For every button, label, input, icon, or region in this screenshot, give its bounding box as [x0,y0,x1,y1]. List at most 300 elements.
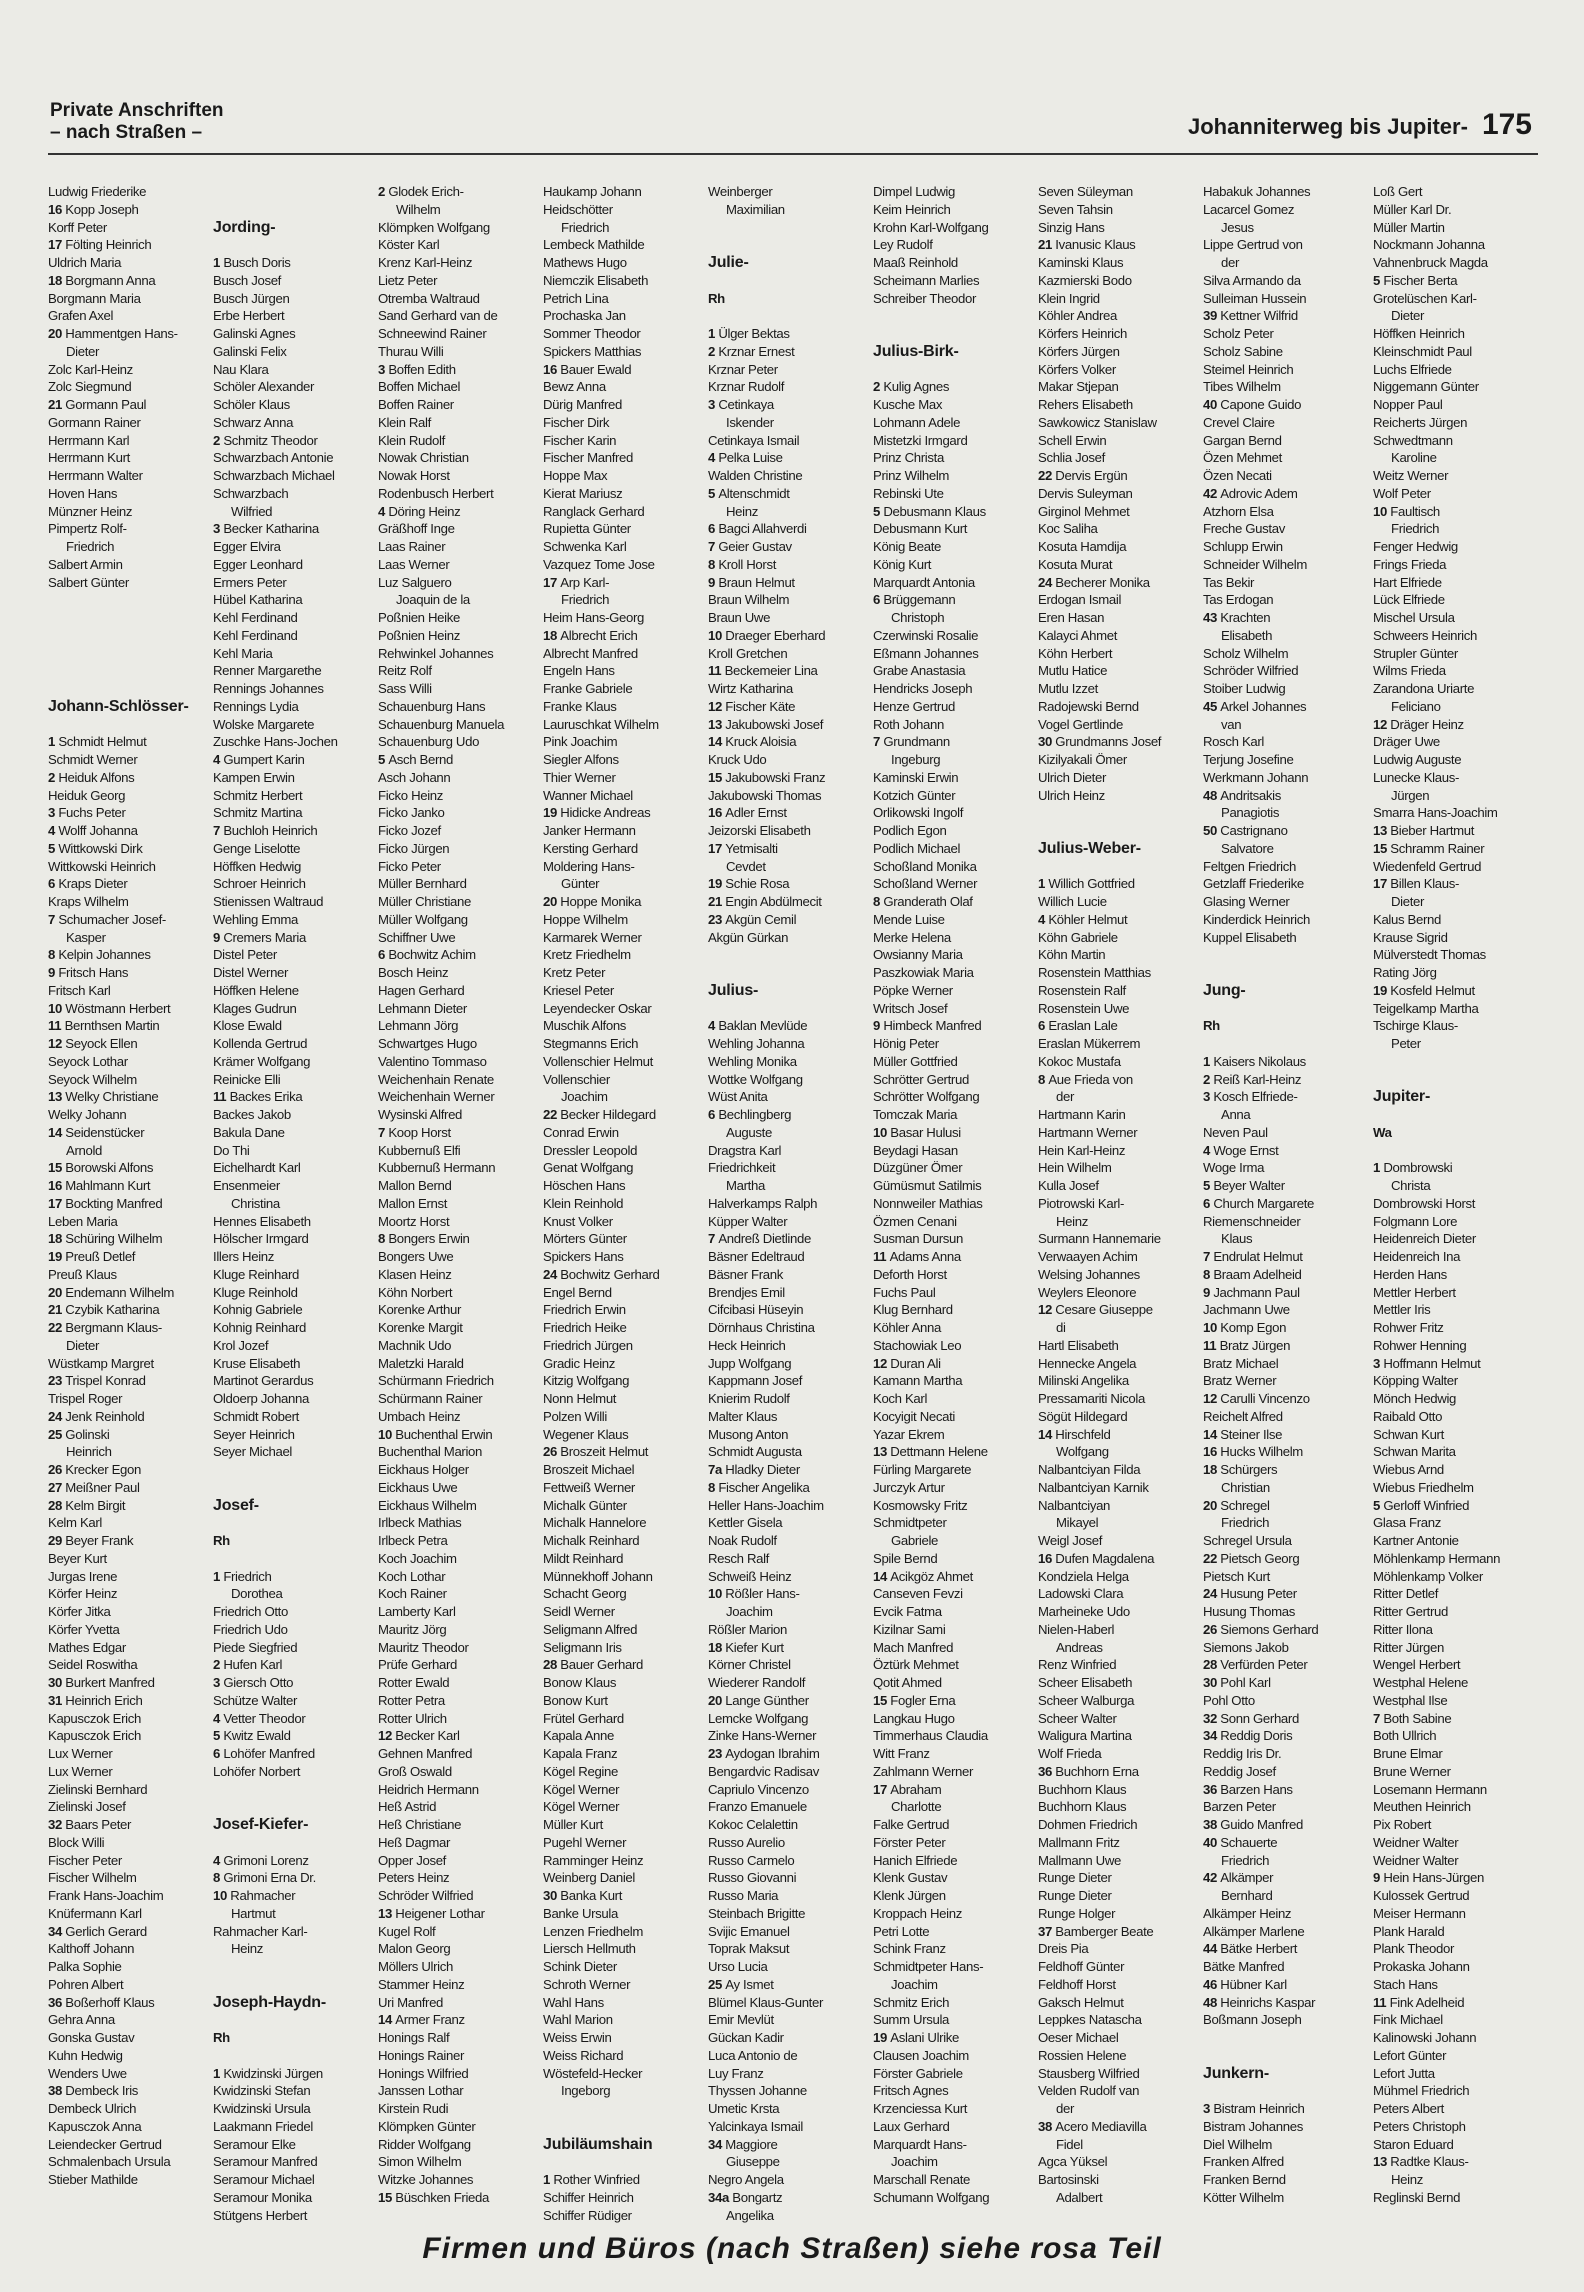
directory-entry: Debusmann Kurt [873,521,968,537]
directory-entry: Peters Heinz [378,1870,450,1886]
blank-line [48,645,210,663]
resident-name: Wittkowski Dirk [58,840,143,856]
resident-name: Dettmann Helene [890,1444,988,1460]
directory-entry: Pietsch Kurt [1203,1568,1270,1584]
directory-entry: Dervis Suleyman [1038,485,1133,501]
directory-entry [1203,1994,1365,2012]
blank-line [1203,2047,1365,2065]
directory-entry [213,1727,375,1745]
directory-entry: Nonn Helmut [543,1391,617,1406]
directory-entry: Susman Dursun [873,1231,964,1247]
directory-entry: Heidschötter [543,201,613,217]
directory-entry: Brune Werner [1373,1763,1451,1779]
resident-name: Fuchs Peter [58,805,126,821]
resident-name: Trispel Konrad [65,1373,146,1389]
entry-continuation: Arnold [66,1142,103,1158]
house-number: 20 [48,1284,66,1300]
directory-entry [1203,1727,1365,1745]
house-number: 22 [1038,468,1056,483]
house-number: 8 [378,1231,389,1247]
directory-entry [48,1674,210,1692]
directory-entry: Mallon Ernst [378,1195,448,1211]
entry-continuation: Anna [1221,1107,1251,1122]
directory-entry: Bakula Dane [213,1124,285,1140]
house-number: 28 [48,1497,66,1513]
house-number: 14 [378,2012,396,2028]
resident-name: Kosfeld Helmut [1390,982,1475,998]
directory-entry: Fuchs Paul [873,1284,936,1300]
directory-entry: Heiduk Georg [48,787,126,803]
house-number: 7 [708,539,719,554]
page-number: 175 [1481,108,1532,141]
directory-entry: Clausen Joachim [873,2047,969,2063]
directory-entry: Knierim Rudolf [708,1391,790,1406]
resident-name: Kruck Aloisia [725,734,797,750]
entry-continuation: Friedrich [1391,521,1440,537]
directory-entry: Lohmann Adele [873,414,961,430]
directory-entry: Gückan Kadir [708,2030,784,2045]
entry-continuation: Joachim [726,1604,773,1619]
directory-entry: Hartl Elisabeth [1038,1337,1119,1353]
directory-entry: Seven Süleyman [1038,184,1133,199]
directory-entry: Schmalenbach Ursula [48,2154,171,2170]
resident-name: Fritsch Hans [58,965,129,980]
directory-entry [1203,1940,1365,1958]
house-number: 16 [708,805,726,821]
resident-name: Basar Hulusi [890,1124,961,1140]
resident-name: Borowski Alfons [65,1160,154,1176]
directory-entry: Kubbernuß Hermann [378,1160,496,1176]
resident-name: Schüring Wilhelm [65,1231,163,1247]
directory-entry [543,1266,705,1284]
directory-entry: Kwidzinski Stefan [213,2083,311,2099]
directory-entry: Gehnen Manfred [378,1746,473,1761]
directory-entry: Girginol Mehmet [1038,503,1130,519]
directory-entry: Friedrich Jürgen [543,1337,633,1353]
directory-entry: Spickers Matthias [543,343,642,359]
directory-entry: Jachmann Uwe [1203,1302,1290,1318]
directory-entry: Owsianny Maria [873,947,963,963]
directory-entry: Eren Hasan [1038,610,1105,625]
directory-entry [48,964,210,982]
directory-entry: Lamberty Karl [378,1604,456,1619]
directory-entry [708,325,870,343]
resident-name: Akgün Cemil [725,911,797,927]
directory-entry: Förster Peter [873,1834,946,1850]
directory-entry: Habakuk Johannes [1203,184,1311,199]
house-number: 34a [708,2189,733,2205]
directory-entry: Neven Paul [1203,1124,1268,1140]
resident-name: Cesare Giuseppe [1055,1302,1153,1318]
house-number: 18 [48,1231,66,1247]
directory-entry: Engeln Hans [543,663,615,679]
directory-entry: Hartmann Karin [1038,1107,1126,1122]
directory-entry: Bratz Werner [1203,1373,1277,1389]
directory-entry: Sinzig Hans [1038,219,1105,235]
directory-entry: Ludwig Auguste [1373,752,1462,767]
column-5 [708,183,870,2223]
directory-entry [1203,1674,1365,1692]
directory-entry: Düzgüner Ömer [873,1160,963,1176]
directory-entry: Körfer Heinz [48,1586,118,1602]
directory-entry: Müller Kurt [543,1817,603,1832]
column-2 [213,183,375,2223]
directory-entry: Braun Uwe [708,610,771,625]
directory-entry: Mutlu Izzet [1038,681,1098,696]
directory-entry: Leiendecker Gertrud [48,2136,162,2152]
directory-entry: Grabe Anastasia [873,663,966,679]
directory-entry: Uri Manfred [378,1994,444,2010]
directory-entry: Kretz Friedhelm [543,947,631,963]
directory-entry: Dembeck Ulrich [48,2101,137,2116]
directory-entry [1373,840,1535,858]
directory-entry: Rehers Elisabeth [1038,397,1133,412]
directory-entry: Hendricks Joseph [873,681,973,696]
entry-continuation: Maximilian [726,201,785,217]
directory-entry [48,1479,210,1497]
directory-entry [708,733,870,751]
resident-name: Kopp Joseph [65,201,139,217]
directory-entry: Mathes Edgar [48,1639,126,1655]
resident-name: Bergmann Klaus- [65,1320,162,1335]
directory-entry: Honings Wilfried [378,2065,469,2081]
directory-entry: Ritter Gertrud [1373,1604,1448,1619]
directory-entry: Blümel Klaus-Gunter [708,1994,824,2010]
directory-entry [1203,1497,1365,1515]
directory-entry: Rotter Ulrich [378,1710,447,1726]
directory-entry: Stoiber Ludwig [1203,681,1286,696]
directory-entry: Klenk Jürgen [873,1888,946,1903]
directory-entry: Weitz Werner [1373,468,1449,483]
house-number: 42 [1203,1870,1221,1886]
resident-name: Fischer Käte [725,698,796,714]
directory-entry: Ficko Peter [378,858,441,874]
directory-entry: Kroppach Heinz [873,1905,962,1921]
directory-entry: Kapusczok Anna [48,2118,142,2134]
house-number: 1 [1038,876,1049,892]
resident-name: Beyer Frank [65,1533,134,1548]
directory-entry: Both Ullrich [1373,1728,1437,1744]
directory-entry: Wilms Frieda [1373,663,1446,679]
blank-line [708,946,870,964]
blank-line [708,307,870,325]
directory-entry: Schregel Ursula [1203,1533,1292,1548]
house-number: 32 [1203,1710,1221,1726]
directory-entry: Scheer Elisabeth [1038,1675,1133,1690]
resident-name: Bratz Jürgen [1219,1337,1291,1353]
directory-entry: Mauritz Jörg [378,1621,447,1637]
directory-entry: König Kurt [873,556,932,572]
directory-entry: Illers Heinz [213,1249,275,1264]
directory-entry: Vollenschier Helmut [543,1053,653,1069]
column-3 [378,183,540,2208]
directory-entry: Heidenreich Ina [1373,1249,1461,1264]
house-number: 4 [378,503,389,519]
directory-entry: Bonow Kurt [543,1692,608,1708]
street-heading: Jubiläumshain [543,2135,653,2153]
directory-entry: Laas Werner [378,556,450,572]
house-number: 28 [1203,1657,1221,1673]
directory-entry: Pöpke Werner [873,982,953,998]
directory-entry: Paszkowiak Maria [873,965,974,980]
house-number: 9 [1373,1870,1384,1886]
directory-entry: Müller Karl Dr. [1373,201,1452,217]
directory-entry: Glasing Werner [1203,894,1290,909]
directory-entry: Ritter Jürgen [1373,1639,1444,1655]
resident-name: Bernthsen Martin [64,1018,160,1034]
directory-entry: Writsch Josef [873,1000,948,1016]
resident-name: Guido Manfred [1220,1817,1303,1832]
resident-name: Aslani Ulrike [890,2030,960,2045]
resident-name: Schmitz Theodor [223,432,318,448]
directory-entry [1203,1443,1365,1461]
directory-entry [708,520,870,538]
directory-entry: Zolc Karl-Heinz [48,361,133,377]
directory-entry: Lemcke Wolfgang [708,1710,809,1726]
blank-line [213,236,375,254]
directory-entry: Riemenschneider [1203,1213,1301,1229]
resident-name: Vetter Theodor [223,1710,306,1726]
house-number: 24 [1203,1586,1221,1602]
directory-entry: Erbe Herbert [213,308,285,324]
directory-entry [48,396,210,414]
directory-entry: Seidl Werner [543,1604,615,1619]
directory-entry: Scholz Sabine [1203,343,1283,359]
blank-line [1038,858,1200,876]
directory-entry: Alkämper Marlene [1203,1923,1305,1939]
directory-entry: Tibes Wilhelm [1203,379,1281,395]
directory-entry: Scheer Walter [1038,1710,1117,1726]
resident-name: Grundmann [883,734,950,750]
directory-entry: Köpping Walter [1373,1373,1458,1389]
directory-entry: Roth Johann [873,716,944,732]
resident-name: Andritsakis [1220,787,1281,803]
directory-entry: Asch Johann [378,769,451,785]
blank-line [708,272,870,290]
directory-entry [708,1461,870,1479]
house-number: 19 [543,805,561,821]
house-number: 48 [1203,1994,1221,2010]
house-number: 18 [543,627,561,643]
house-number: 3 [48,805,59,821]
resident-name: Backes Erika [229,1089,303,1105]
directory-entry: Grotelüschen Karl- [1373,290,1477,306]
directory-entry: Evcik Fatma [873,1604,942,1619]
directory-entry [873,1781,1035,1799]
directory-entry: Kapala Anne [543,1728,614,1744]
resident-name: Lange Günther [725,1692,809,1708]
blank-line [1373,1142,1535,1160]
directory-entry: Seven Tahsin [1038,201,1113,217]
directory-entry [1203,822,1365,840]
resident-name: Church Margarete [1213,1195,1314,1211]
directory-entry: Freche Gustav [1203,521,1285,537]
directory-entry [48,201,210,219]
directory-entry: Getzlaff Friederike [1203,876,1304,892]
directory-entry: Buchenthal Marion [378,1444,483,1460]
directory-entry: Banke Ursula [543,1905,618,1921]
house-number: 29 [48,1533,66,1548]
directory-entry: Höschen Hans [543,1178,626,1193]
house-number: 12 [48,1036,66,1051]
directory-entry: Milinski Angelika [1038,1373,1129,1389]
directory-entry: Bratz Michael [1203,1355,1279,1371]
directory-entry: Ley Rudolf [873,237,933,253]
directory-entry [213,1869,375,1887]
entry-continuation: Dieter [66,343,100,359]
directory-entry [1203,1621,1365,1639]
directory-entry: Rebinski Ute [873,485,944,501]
directory-entry: Kosmowsky Fritz [873,1497,968,1513]
directory-entry: Haukamp Johann [543,184,642,199]
directory-entry: Nalbantciyan Karnik [1038,1479,1149,1495]
directory-entry: Schöler Klaus [213,397,290,412]
directory-entry [1373,875,1535,893]
house-number: 1 [48,734,59,750]
directory-entry: Rosch Karl [1203,734,1264,750]
directory-entry [708,343,870,361]
directory-entry: Weinberg Daniel [543,1870,636,1886]
house-number: 32 [48,1817,66,1832]
directory-entry: Kosuta Murat [1038,556,1113,572]
directory-entry: Mülverstedt Thomas [1373,947,1486,963]
directory-entry: Do Thi [213,1142,250,1158]
directory-entry [1203,1585,1365,1603]
house-number: 26 [1203,1621,1221,1637]
directory-entry: Seligmann Alfred [543,1621,638,1637]
blank-line [1373,1106,1535,1124]
directory-entry: Klein Rudolf [378,432,445,448]
directory-entry: Ulrich Dieter [1038,769,1106,785]
directory-entry: Husung Thomas [1203,1604,1295,1619]
directory-entry [873,591,1035,609]
directory-entry: Korff Peter [48,219,107,235]
blank-line [213,2011,375,2029]
directory-entry: Westphal Helene [1373,1675,1468,1690]
directory-entry: Seramour Monika [213,2189,312,2205]
directory-entry: Zielinski Josef [48,1799,126,1815]
directory-entry: Egger Elvira [213,539,281,554]
directory-entry: Maletzki Harald [378,1355,464,1371]
directory-entry: Eßmann Johannes [873,645,979,661]
directory-entry [873,1017,1035,1035]
directory-entry: Waligura Martina [1038,1728,1132,1744]
directory-entry: Tas Erdogan [1203,592,1274,608]
directory-entry [213,254,375,272]
blank-line [1203,1000,1365,1018]
directory-entry: Schumann Wolfgang [873,2189,990,2205]
directory-entry: Plank Harald [1373,1923,1445,1939]
directory-entry: Ermers Peter [213,574,287,590]
entry-continuation: Elisabeth [1221,627,1273,643]
directory-entry: Hoven Hans [48,485,118,501]
directory-entry: Weinberger [708,184,773,199]
house-number: 18 [708,1639,726,1655]
directory-entry: Kruse Elisabeth [213,1355,301,1371]
house-number: 14 [1203,1426,1221,1442]
directory-entry: Dragstra Karl [708,1142,782,1158]
directory-entry: Umbach Heinz [378,1408,461,1424]
house-number: 1 [213,255,224,270]
house-number: 6 [708,521,719,537]
directory-entry [48,840,210,858]
directory-entry: Salbert Armin [48,556,123,572]
directory-entry: Herden Hans [1373,1266,1447,1282]
resident-name: Bochwitz Gerhard [560,1266,660,1282]
resident-name: Granderath Olaf [883,894,973,909]
directory-entry: Dräger Uwe [1373,734,1440,750]
directory-entry [1203,698,1365,716]
entry-continuation: Heinz [1391,2172,1423,2187]
directory-entry [1203,1053,1365,1071]
resident-name: Becker Katharina [223,521,319,537]
house-number: 17 [48,237,66,253]
directory-entry: Wiedenfeld Gertrud [1373,858,1482,874]
directory-entry: Wolf Peter [1373,485,1431,501]
blank-line [48,627,210,645]
resident-name: Adler Ernst [725,805,787,821]
directory-entry: Schmidt Augusta [708,1444,802,1460]
directory-entry: Deforth Horst [873,1266,947,1282]
footer-note: Firmen und Büros (nach Straßen) siehe rosa Teil [422,2232,1162,2265]
directory-entry [1203,1656,1365,1674]
house-number: 7 [1373,1710,1384,1726]
resident-name: Bätke Herbert [1220,1941,1298,1957]
house-number: 14 [1038,1426,1056,1442]
directory-entry: Boffen Rainer [378,397,454,412]
resident-name: Schramm Rainer [1390,840,1485,856]
directory-entry: Mistetzki Irmgard [873,432,968,448]
directory-entry [708,716,870,734]
directory-entry: Cifcibasi Hüseyin [708,1302,804,1318]
directory-entry: Wysinski Alfred [378,1107,463,1122]
entry-continuation: Friedrich [1221,1515,1270,1531]
directory-entry: Smarra Hans-Joachim [1373,805,1498,821]
directory-entry [1038,1301,1200,1319]
directory-entry [1203,1390,1365,1408]
resident-name: Gerlich Gerard [65,1923,147,1939]
directory-entry: Machnik Udo [378,1337,452,1353]
directory-entry: Russo Maria [708,1888,779,1903]
directory-entry: Franken Bernd [1203,2172,1286,2187]
directory-entry: Hübel Katharina [213,592,303,608]
directory-entry [543,627,705,645]
directory-entry [873,893,1035,911]
directory-entry: Busch Jürgen [213,290,290,306]
directory-entry: Förster Gabriele [873,2065,963,2081]
directory-entry: Stach Hans [1373,1976,1438,1992]
resident-name: Jenk Reinhold [65,1408,145,1424]
directory-entry: Egger Leonhard [213,556,303,572]
resident-name: Kelpin Johannes [58,947,151,963]
directory-entry: Falke Gertrud [873,1817,950,1832]
directory-entry [1203,1337,1365,1355]
directory-entry: Ladowski Clara [1038,1586,1124,1602]
directory-entry: Schiffer Heinrich [543,2189,634,2205]
house-number: 5 [873,503,884,519]
directory-entry: Kappmann Josef [708,1373,803,1389]
directory-entry: Jeizorski Elisabeth [708,823,811,838]
directory-entry [48,769,210,787]
entry-continuation: Bernhard [1221,1888,1273,1903]
directory-entry [1203,396,1365,414]
resident-name: Hoppe Monika [560,894,642,909]
directory-entry [1203,1195,1365,1213]
house-number: 9 [213,929,224,945]
directory-entry [1203,1177,1365,1195]
house-number: 1 [708,326,719,341]
directory-entry: Wüstkamp Margret [48,1355,154,1371]
